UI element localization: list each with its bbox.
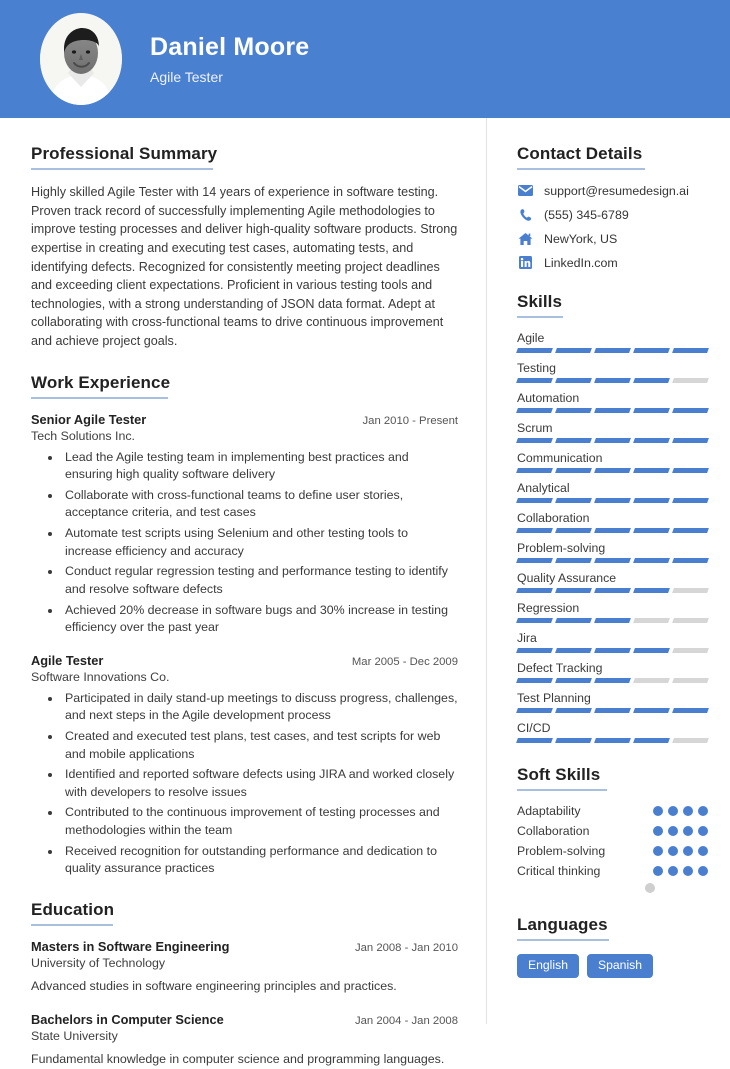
work-bullet: • Contributed to the continuous improvement of testing processes and methodologies within the team	[62, 804, 458, 839]
skill-label: Collaboration	[517, 511, 590, 525]
skill-segment	[633, 378, 670, 383]
skill-segment	[516, 648, 553, 653]
soft-skill-item	[517, 844, 708, 858]
skill-label: Agile	[517, 331, 545, 345]
section-professional-summary	[31, 144, 458, 351]
rating-dot	[698, 806, 708, 816]
soft-skill-label: Collaboration	[517, 824, 590, 838]
skill-segment	[594, 618, 631, 623]
skill-segment	[555, 588, 592, 593]
skill-segment	[594, 348, 631, 353]
education-entry-list	[31, 939, 458, 1069]
skill-segment	[672, 678, 709, 683]
skill-label: Communication	[517, 451, 603, 465]
header-text-group	[150, 32, 309, 85]
work-bullet: • Received recognition for outstanding performance and dedication to quality assurance practices	[62, 843, 458, 878]
skill-segment	[672, 708, 709, 713]
skill-segment	[516, 528, 553, 533]
rating-dot	[683, 826, 693, 836]
skill-item	[517, 511, 708, 533]
section-work-experience	[31, 373, 458, 878]
rating-dot	[683, 846, 693, 856]
rating-dot	[683, 806, 693, 816]
skill-item	[517, 331, 708, 353]
section-title-education: Education	[31, 899, 115, 919]
skill-segment	[516, 348, 553, 353]
skill-segment	[594, 498, 631, 503]
skill-segment	[555, 438, 592, 443]
skill-segment	[633, 468, 670, 473]
section-title-summary: Professional Summary	[31, 144, 218, 163]
soft-skill-rating	[653, 846, 708, 856]
skill-rating-bar	[517, 678, 708, 683]
education-entry	[31, 1012, 458, 1069]
language-chip-list	[517, 954, 708, 978]
skill-label: Automation	[517, 391, 580, 405]
envelope-icon	[517, 183, 534, 198]
skill-segment	[594, 468, 631, 473]
skill-segment	[594, 528, 631, 533]
work-bullet: • Participated in daily stand-up meetings to discuss progress, challenges, and next steps in the Agile development process	[62, 690, 458, 725]
rating-dot	[653, 846, 663, 856]
skill-item	[517, 691, 708, 713]
section-languages	[517, 915, 708, 978]
education-entry	[31, 939, 458, 996]
skill-segment	[516, 738, 553, 743]
rating-dot-empty	[645, 883, 655, 893]
skill-label: Regression	[517, 601, 580, 615]
skill-segment	[594, 408, 631, 413]
work-date: Jan 2010 - Present	[362, 414, 458, 427]
skill-rating-bar	[517, 708, 708, 713]
skill-label: Test Planning	[517, 691, 591, 705]
skill-segment	[555, 498, 592, 503]
work-entry-list	[31, 412, 458, 878]
soft-skill-rating	[653, 866, 708, 876]
skill-rating-bar	[517, 408, 708, 413]
education-description: Advanced studies in software engineering principles and practices.	[31, 978, 397, 993]
soft-skill-rating	[653, 826, 708, 836]
skill-item	[517, 391, 708, 413]
education-date: Jan 2008 - Jan 2010	[354, 941, 458, 954]
soft-skill-trailing-row	[517, 883, 708, 893]
rating-dot	[698, 846, 708, 856]
language-chip[interactable]: English	[517, 954, 579, 978]
skill-segment	[672, 468, 709, 473]
skill-segment	[594, 708, 631, 713]
contact-row[interactable]	[517, 231, 708, 246]
skill-rating-bar	[517, 618, 708, 623]
skill-item	[517, 541, 708, 563]
education-description: Fundamental knowledge in computer science and programming languages.	[31, 1051, 445, 1066]
education-degree: Bachelors in Computer Science	[31, 1011, 224, 1027]
work-entry-head	[31, 653, 458, 668]
rating-dot	[653, 826, 663, 836]
section-rule	[517, 789, 607, 791]
soft-skill-label: Adaptability	[517, 804, 581, 818]
skill-segment	[516, 438, 553, 443]
candidate-role: Agile Tester	[150, 68, 223, 85]
section-soft-skills	[517, 765, 708, 893]
skill-segment	[633, 438, 670, 443]
skill-segment	[672, 348, 709, 353]
education-entry-head	[31, 939, 458, 954]
contact-row[interactable]	[517, 183, 708, 198]
work-company: Software Innovations Co.	[31, 669, 170, 684]
skill-label: Defect Tracking	[517, 661, 603, 675]
skill-rating-bar	[517, 648, 708, 653]
skill-rating-bar	[517, 438, 708, 443]
section-title-contact: Contact Details	[517, 144, 643, 163]
soft-skill-item	[517, 824, 708, 838]
contact-row[interactable]	[517, 255, 708, 270]
skill-rating-bar	[517, 528, 708, 533]
skill-segment	[672, 498, 709, 503]
skill-item	[517, 361, 708, 383]
section-rule	[31, 397, 168, 399]
soft-skill-label: Problem-solving	[517, 844, 606, 858]
skill-segment	[672, 738, 709, 743]
skill-segment	[555, 468, 592, 473]
skill-segment	[516, 408, 553, 413]
skill-segment	[555, 408, 592, 413]
contact-value: (555) 345-6789	[544, 207, 629, 222]
skill-rating-bar	[517, 558, 708, 563]
skill-segment	[594, 588, 631, 593]
skill-segment	[555, 678, 592, 683]
skill-item	[517, 721, 708, 743]
education-degree: Masters in Software Engineering	[31, 938, 230, 954]
skill-segment	[516, 468, 553, 473]
education-entry-head	[31, 1012, 458, 1027]
skill-segment	[555, 378, 592, 383]
skill-segment	[672, 528, 709, 533]
skill-segment	[516, 708, 553, 713]
skill-segment	[633, 648, 670, 653]
skill-item	[517, 481, 708, 503]
skill-rating-bar	[517, 468, 708, 473]
skill-segment	[555, 348, 592, 353]
soft-skill-item	[517, 864, 708, 878]
skill-segment	[516, 558, 553, 563]
contact-row[interactable]	[517, 207, 708, 222]
candidate-name: Daniel Moore	[150, 33, 310, 62]
home-icon	[517, 231, 534, 246]
section-education	[31, 900, 458, 1069]
rating-dot	[668, 806, 678, 816]
skill-label: Quality Assurance	[517, 571, 617, 585]
rating-dot	[698, 826, 708, 836]
skill-segment	[672, 558, 709, 563]
portrait-photo-icon	[40, 13, 122, 105]
skill-segment	[633, 618, 670, 623]
contact-value: LinkedIn.com	[544, 255, 618, 270]
section-title-languages: Languages	[517, 915, 608, 934]
skill-item	[517, 661, 708, 683]
skill-segment	[516, 498, 553, 503]
skill-rating-bar	[517, 738, 708, 743]
sidebar-column	[486, 118, 730, 1024]
skill-segment	[633, 588, 670, 593]
section-rule	[31, 924, 113, 926]
skill-segment	[516, 588, 553, 593]
rating-dot	[668, 846, 678, 856]
contact-value: NewYork, US	[544, 231, 618, 246]
skill-rating-bar	[517, 348, 708, 353]
work-bullet: • Collaborate with cross-functional teams to define user stories, acceptance criteria, and test cases	[62, 487, 458, 522]
skill-label: CI/CD	[517, 721, 551, 735]
rating-dot	[653, 806, 663, 816]
work-entry	[31, 412, 458, 637]
rating-dot	[653, 866, 663, 876]
work-company: Tech Solutions Inc.	[31, 428, 136, 443]
skill-segment	[555, 708, 592, 713]
skill-segment	[633, 558, 670, 563]
work-entry	[31, 653, 458, 878]
section-contact-details	[517, 144, 708, 270]
rating-dot	[698, 866, 708, 876]
skill-segment	[633, 708, 670, 713]
work-entry-head	[31, 412, 458, 427]
soft-skill-label: Critical thinking	[517, 864, 601, 878]
skill-label: Problem-solving	[517, 541, 606, 555]
work-bullet: • Identified and reported software defects using JIRA and worked closely with developers to resolve issues	[62, 766, 458, 801]
skill-rating-bar	[517, 378, 708, 383]
skill-segment	[594, 558, 631, 563]
skill-segment	[672, 438, 709, 443]
resume-header	[0, 0, 730, 118]
skill-segment	[633, 738, 670, 743]
skill-label: Analytical	[517, 481, 570, 495]
skill-segment	[633, 408, 670, 413]
skill-segment	[672, 378, 709, 383]
contact-list	[517, 183, 708, 270]
skill-item	[517, 601, 708, 623]
section-rule	[31, 168, 213, 170]
skill-item	[517, 631, 708, 653]
skill-segment	[516, 378, 553, 383]
skill-segment	[594, 648, 631, 653]
skill-segment	[555, 738, 592, 743]
section-rule	[517, 939, 609, 941]
work-bullet: • Conduct regular regression testing and performance testing to identify and resolve software defects	[62, 563, 458, 598]
skill-item	[517, 451, 708, 473]
skill-segment	[594, 438, 631, 443]
skill-list	[517, 331, 708, 743]
linkedin-icon	[517, 255, 534, 270]
work-bullet: • Lead the Agile testing team in implementing best practices and ensuring high quality software delivery	[62, 449, 458, 484]
soft-skill-item	[517, 804, 708, 818]
skill-label: Jira	[517, 631, 537, 645]
education-date: Jan 2004 - Jan 2008	[354, 1014, 458, 1027]
skill-segment	[633, 498, 670, 503]
skill-label: Scrum	[517, 421, 553, 435]
education-school: State University	[31, 1028, 118, 1043]
rating-dot	[668, 826, 678, 836]
skill-segment	[672, 588, 709, 593]
skill-segment	[672, 648, 709, 653]
main-column	[0, 118, 486, 1066]
phone-icon	[517, 207, 534, 222]
skill-segment	[516, 678, 553, 683]
work-role: Senior Agile Tester	[31, 411, 147, 427]
resume-body	[0, 118, 730, 1066]
rating-dot	[683, 866, 693, 876]
work-bullet-list	[49, 449, 458, 637]
skill-segment	[594, 378, 631, 383]
skill-item	[517, 571, 708, 593]
section-title-work: Work Experience	[31, 372, 171, 392]
skill-rating-bar	[517, 588, 708, 593]
skill-segment	[633, 528, 670, 533]
soft-skill-rating	[653, 806, 708, 816]
skill-segment	[633, 678, 670, 683]
language-chip[interactable]: Spanish	[587, 954, 653, 978]
skill-segment	[672, 408, 709, 413]
section-rule	[517, 316, 563, 318]
skill-segment	[594, 738, 631, 743]
section-rule	[517, 168, 645, 170]
skill-segment	[633, 348, 670, 353]
summary-text: Highly skilled Agile Tester with 14 years of experience in software testing. Proven track record of successfully implementing Agile methodologies to improve testing processes and deliver high-quality software products. Strong expertise in creating and executing test cases, automating tests, and identifying defects. Recognized for consistently meeting project deadlines and exceeding client expectations. Proficient in various testing tools and technologies, with a strong understanding of JSON data format. Adept at collaborating with cross-functional teams to drive continuous improvement and achieve project goals.	[31, 185, 458, 348]
work-bullet: • Automate test scripts using Selenium and other testing tools to increase efficiency and accuracy	[62, 525, 458, 560]
work-date: Mar 2005 - Dec 2009	[351, 655, 458, 668]
skill-segment	[594, 678, 631, 683]
work-bullet: • Achieved 20% decrease in software bugs and 30% increase in testing efficiency over the past year	[62, 602, 458, 637]
education-school: University of Technology	[31, 955, 166, 970]
soft-skill-list	[517, 804, 708, 878]
skill-segment	[516, 618, 553, 623]
avatar	[40, 13, 122, 105]
contact-value: support@resumedesign.ai	[544, 183, 689, 198]
work-bullet: • Created and executed test plans, test cases, and test scripts for web and mobile applications	[62, 728, 458, 763]
skill-item	[517, 421, 708, 443]
skill-segment	[672, 618, 709, 623]
skill-segment	[555, 618, 592, 623]
work-bullet-list	[49, 690, 458, 878]
skill-rating-bar	[517, 498, 708, 503]
section-title-soft-skills: Soft Skills	[517, 765, 601, 784]
section-skills	[517, 292, 708, 743]
skill-segment	[555, 528, 592, 533]
skill-segment	[555, 558, 592, 563]
skill-segment	[555, 648, 592, 653]
rating-dot	[668, 866, 678, 876]
section-title-skills: Skills	[517, 292, 563, 311]
work-role: Agile Tester	[31, 652, 104, 668]
skill-label: Testing	[517, 361, 556, 375]
